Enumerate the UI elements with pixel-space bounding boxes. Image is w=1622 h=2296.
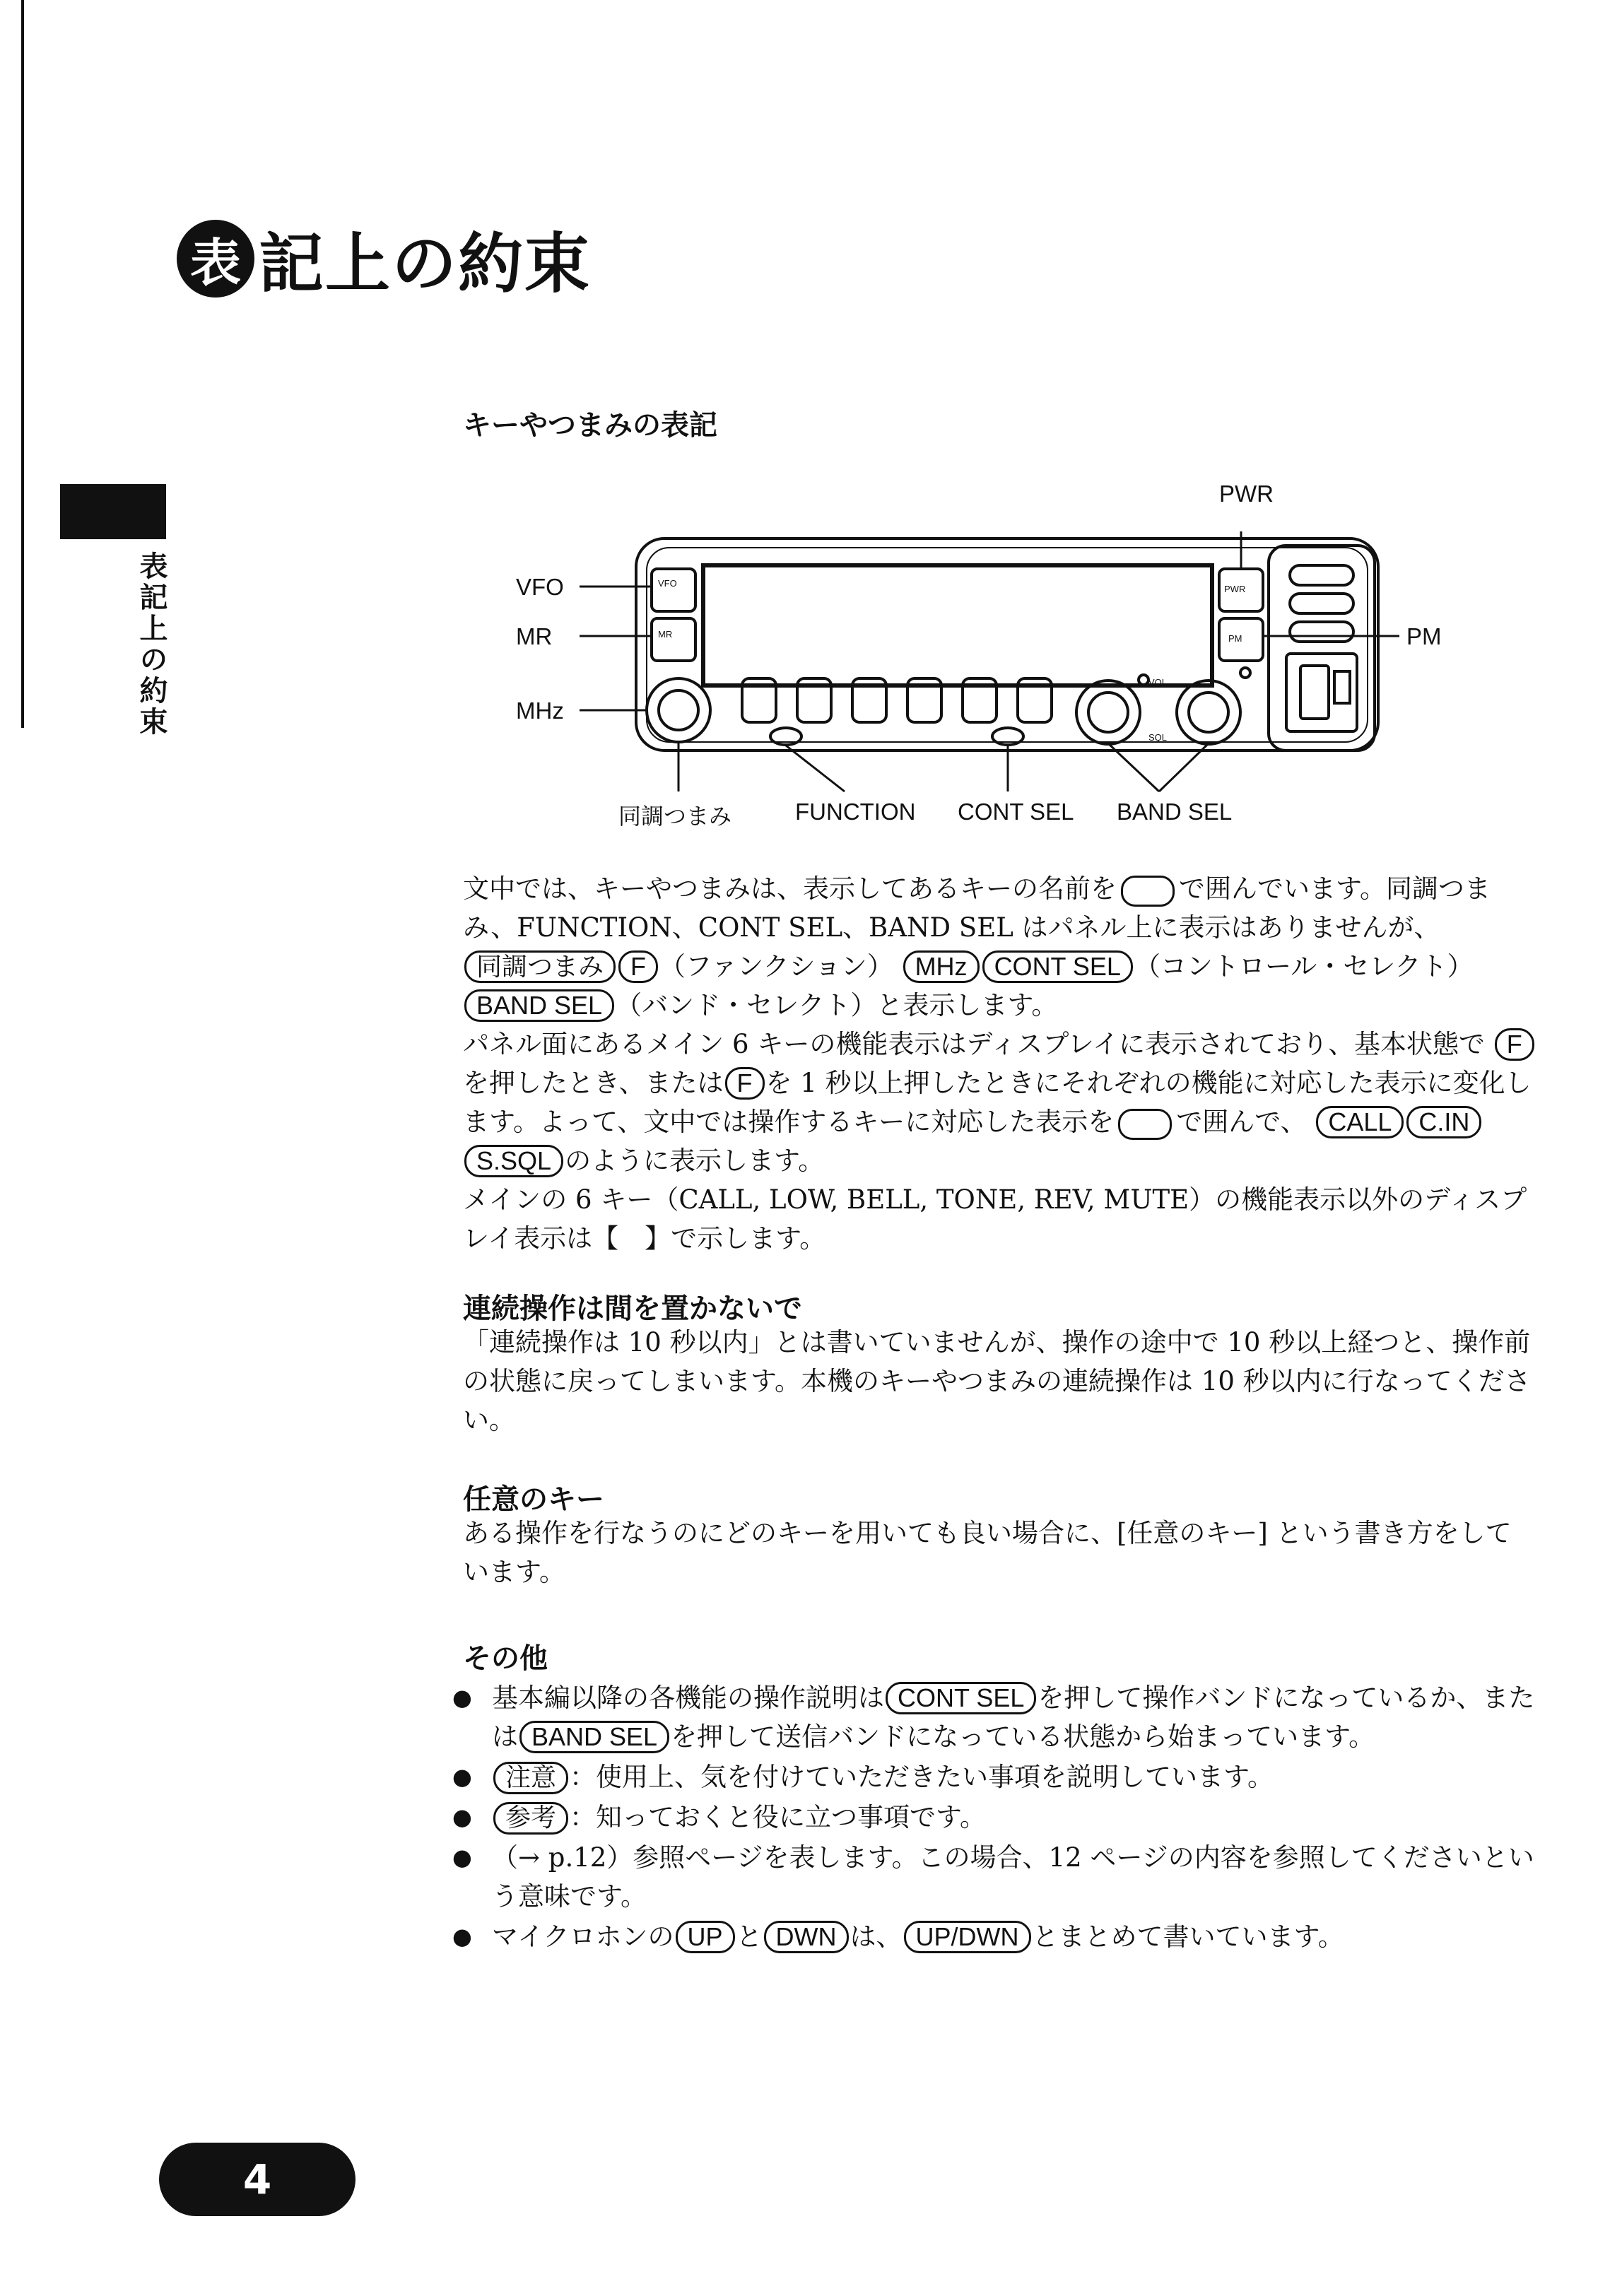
key-call: CALL <box>1316 1106 1404 1138</box>
paragraph-main-keys: パネル面にあるメイン 6 キーの機能表示はディスプレイに表示されており、基本状態で Fを押したとき、または F を 1 秒以上押したときにそれぞれの機能に対応した表示に変化します。よって、文中では操作するキーに対応した表示を で囲んで、 CALL C.INS.SQL のように表示します。 <box>463 1025 1537 1180</box>
radio-panel-diagram <box>459 481 1520 848</box>
key-caution: 注意 <box>493 1762 568 1794</box>
side-label: 表記上の約束 <box>135 551 168 738</box>
list-item: ● 参考 ：知っておくと役に立つ事項です。 <box>452 1798 1541 1837</box>
key-up: UP <box>676 1921 735 1953</box>
key-cin: C.IN <box>1406 1106 1481 1138</box>
key-dwn: DWN <box>764 1921 849 1953</box>
side-tab <box>60 484 166 539</box>
left-margin-rule <box>21 0 24 728</box>
key-contsel: CONT SEL <box>982 950 1133 983</box>
key-f-3: F <box>725 1067 765 1100</box>
page-title <box>177 212 591 305</box>
panel-text-vol: VOL <box>1148 677 1168 688</box>
paragraph-display-notation: メインの 6 キー（CALL, LOW, BELL, TONE, REV, MUTE）の機能表示以外のディスプレイ表示は【 】で示します。 <box>463 1184 1527 1254</box>
panel-text-mr: MR <box>658 629 673 640</box>
heading-key-notation: キーやつまみの表記 <box>463 409 717 442</box>
label-contsel: CONT SEL <box>958 799 1074 825</box>
panel-text-pwr: PWR <box>1224 584 1246 594</box>
label-bandsel: BAND SEL <box>1117 799 1233 825</box>
label-dial: 同調つまみ <box>618 803 732 830</box>
list-item: ● マイクロホンの UP と DWN は、 UP/DWN とまとめて書いています。 <box>452 1917 1541 1956</box>
paragraph-any-key: ある操作を行なうのにどのキーを用いても良い場合に、[任意のキー] という書き方をしています。 <box>463 1518 1512 1587</box>
label-mhz: MHz <box>516 697 564 724</box>
list-item: ● 注意 ：使用上、気を付けていただきたい事項を説明しています。 <box>452 1758 1541 1796</box>
title-text: 記上の約束 <box>259 226 592 302</box>
empty-key-frame <box>1121 876 1175 907</box>
panel-text-vfo: VFO <box>658 578 677 589</box>
heading-any-key: 任意のキー <box>463 1483 604 1516</box>
paragraph-key-notation: 文中では、キーやつまみは、表示してあるキーの名前を で囲んでいます。同調つまみ、FUNCTION、CONT SEL、BAND SEL はパネル上に表示はありませんが、 同調つまみ F （ファンクション） MHz CONT SEL （コントロール・セレクト） BAND SEL （バンド・セレクト）と表示します。 <box>463 873 1491 1020</box>
list-item: ● （→ p.12）参照ページを表します。この場合、12 ページの内容を参照してくださいという意味です。 <box>452 1838 1541 1916</box>
heading-other: その他 <box>463 1642 548 1675</box>
key-contsel-note: CONT SEL <box>886 1682 1036 1714</box>
title-badge: 表 <box>177 220 254 298</box>
key-dial: 同調つまみ <box>464 950 616 983</box>
radio-panel-illustration <box>459 481 1520 848</box>
list-item: ● 基本編以降の各機能の操作説明は CONT SEL を押して操作バンドになっているか、または BAND SEL を押して送信バンドになっている状態から始まっています。 <box>452 1678 1541 1756</box>
key-bandsel: BAND SEL <box>464 989 614 1022</box>
key-updwn: UP/DWN <box>904 1921 1031 1953</box>
key-reference: 参考 <box>493 1802 568 1835</box>
label-pwr: PWR <box>1219 481 1274 507</box>
panel-text-pm: PM <box>1228 633 1242 644</box>
key-mhz: MHz <box>903 950 980 983</box>
paragraph-continuous-operation: 「連続操作は 10 秒以内」とは書いていませんが、操作の途中で 10 秒以上経つと、操作前の状態に戻ってしまいます。本機のキーやつまみの連続操作は 10 秒以内に行なってください。 <box>463 1327 1531 1435</box>
panel-text-sql: SQL <box>1148 732 1168 743</box>
key-bandsel-note: BAND SEL <box>519 1721 669 1753</box>
label-vfo: VFO <box>516 574 564 600</box>
key-ssql: S.SQL <box>464 1145 563 1177</box>
heading-continuous-operation: 連続操作は間を置かないで <box>463 1293 802 1325</box>
label-function: FUNCTION <box>795 799 916 825</box>
key-f-2: F <box>1495 1028 1534 1061</box>
label-mr: MR <box>516 623 553 649</box>
key-f: F <box>618 950 658 983</box>
page-number: 4 <box>159 2143 355 2216</box>
label-pm: PM <box>1406 623 1442 649</box>
notes-list <box>452 1678 1541 1958</box>
empty-key-frame-2 <box>1118 1109 1172 1140</box>
